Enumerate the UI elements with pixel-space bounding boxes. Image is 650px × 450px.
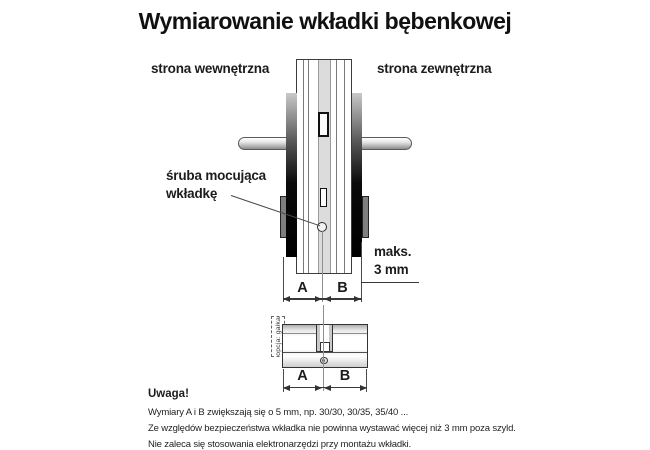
dim-arrow [315, 385, 322, 391]
screw-centerline [322, 231, 323, 302]
page-title: Wymiarowanie wkładki bębenkowej [138, 8, 512, 34]
door-layer-line [308, 60, 309, 273]
dim-arrow [324, 385, 331, 391]
label-outer-side: strona zewnętrzna [377, 61, 492, 76]
screw-label [166, 167, 266, 202]
cylinder-cam-notch-inner [320, 342, 330, 352]
door-layer-line [336, 60, 337, 273]
dim-a-lower: A [297, 367, 308, 384]
dimension-line-upper [283, 298, 362, 299]
extension-line-right [361, 242, 362, 302]
door-layer-line [344, 60, 345, 273]
screw-label-line1: śruba mocująca [166, 168, 266, 183]
knob-option-label: opcja: gałka [274, 317, 282, 356]
dim-a-upper: A [297, 280, 308, 296]
cylinder-centerline [323, 305, 324, 391]
note-line: Nie zaleca się stosowania elektronarzędzi przy montażu wkładki. [148, 439, 412, 450]
cylinder-shading-line [283, 352, 367, 353]
handle-spindle-right [361, 137, 412, 151]
door-cross-section [296, 59, 352, 274]
max-protrusion-label [374, 243, 411, 279]
dim-b-lower: B [339, 367, 351, 384]
label-inner-side: strona wewnętrzna [151, 61, 270, 76]
dim-arrow [315, 296, 322, 302]
screw-slot [320, 188, 328, 208]
notes-heading: Uwaga! [148, 388, 189, 400]
dim-arrow [283, 296, 290, 302]
cylinder-end-right [362, 196, 369, 238]
max-protrusion-line1: maks. [374, 244, 412, 259]
cylinder-cam-slot [318, 112, 329, 137]
escutcheon-left [286, 93, 297, 257]
cylinder-channel [318, 60, 331, 273]
dim-arrow [354, 296, 361, 302]
door-layer-line [303, 60, 304, 273]
handle-spindle-left [238, 137, 288, 151]
escutcheon-right [352, 93, 363, 257]
note-line: Ze względów bezpieczeństwa wkładka nie powinna wystawać więcej niż 3 mm poza szyld. [148, 423, 516, 434]
max-protrusion-line2: 3 mm [374, 262, 409, 277]
screw-label-line2: wkładkę [166, 185, 218, 201]
max-protrusion-reference-line [361, 282, 419, 283]
dim-arrow [360, 385, 367, 391]
dim-arrow [283, 385, 290, 391]
dim-arrow [324, 296, 331, 302]
note-line: Wymiary A i B zwiększają się o 5 mm, np. 30/30, 30/35, 35/40 ... [148, 407, 409, 418]
dim-b-upper: B [337, 280, 348, 296]
